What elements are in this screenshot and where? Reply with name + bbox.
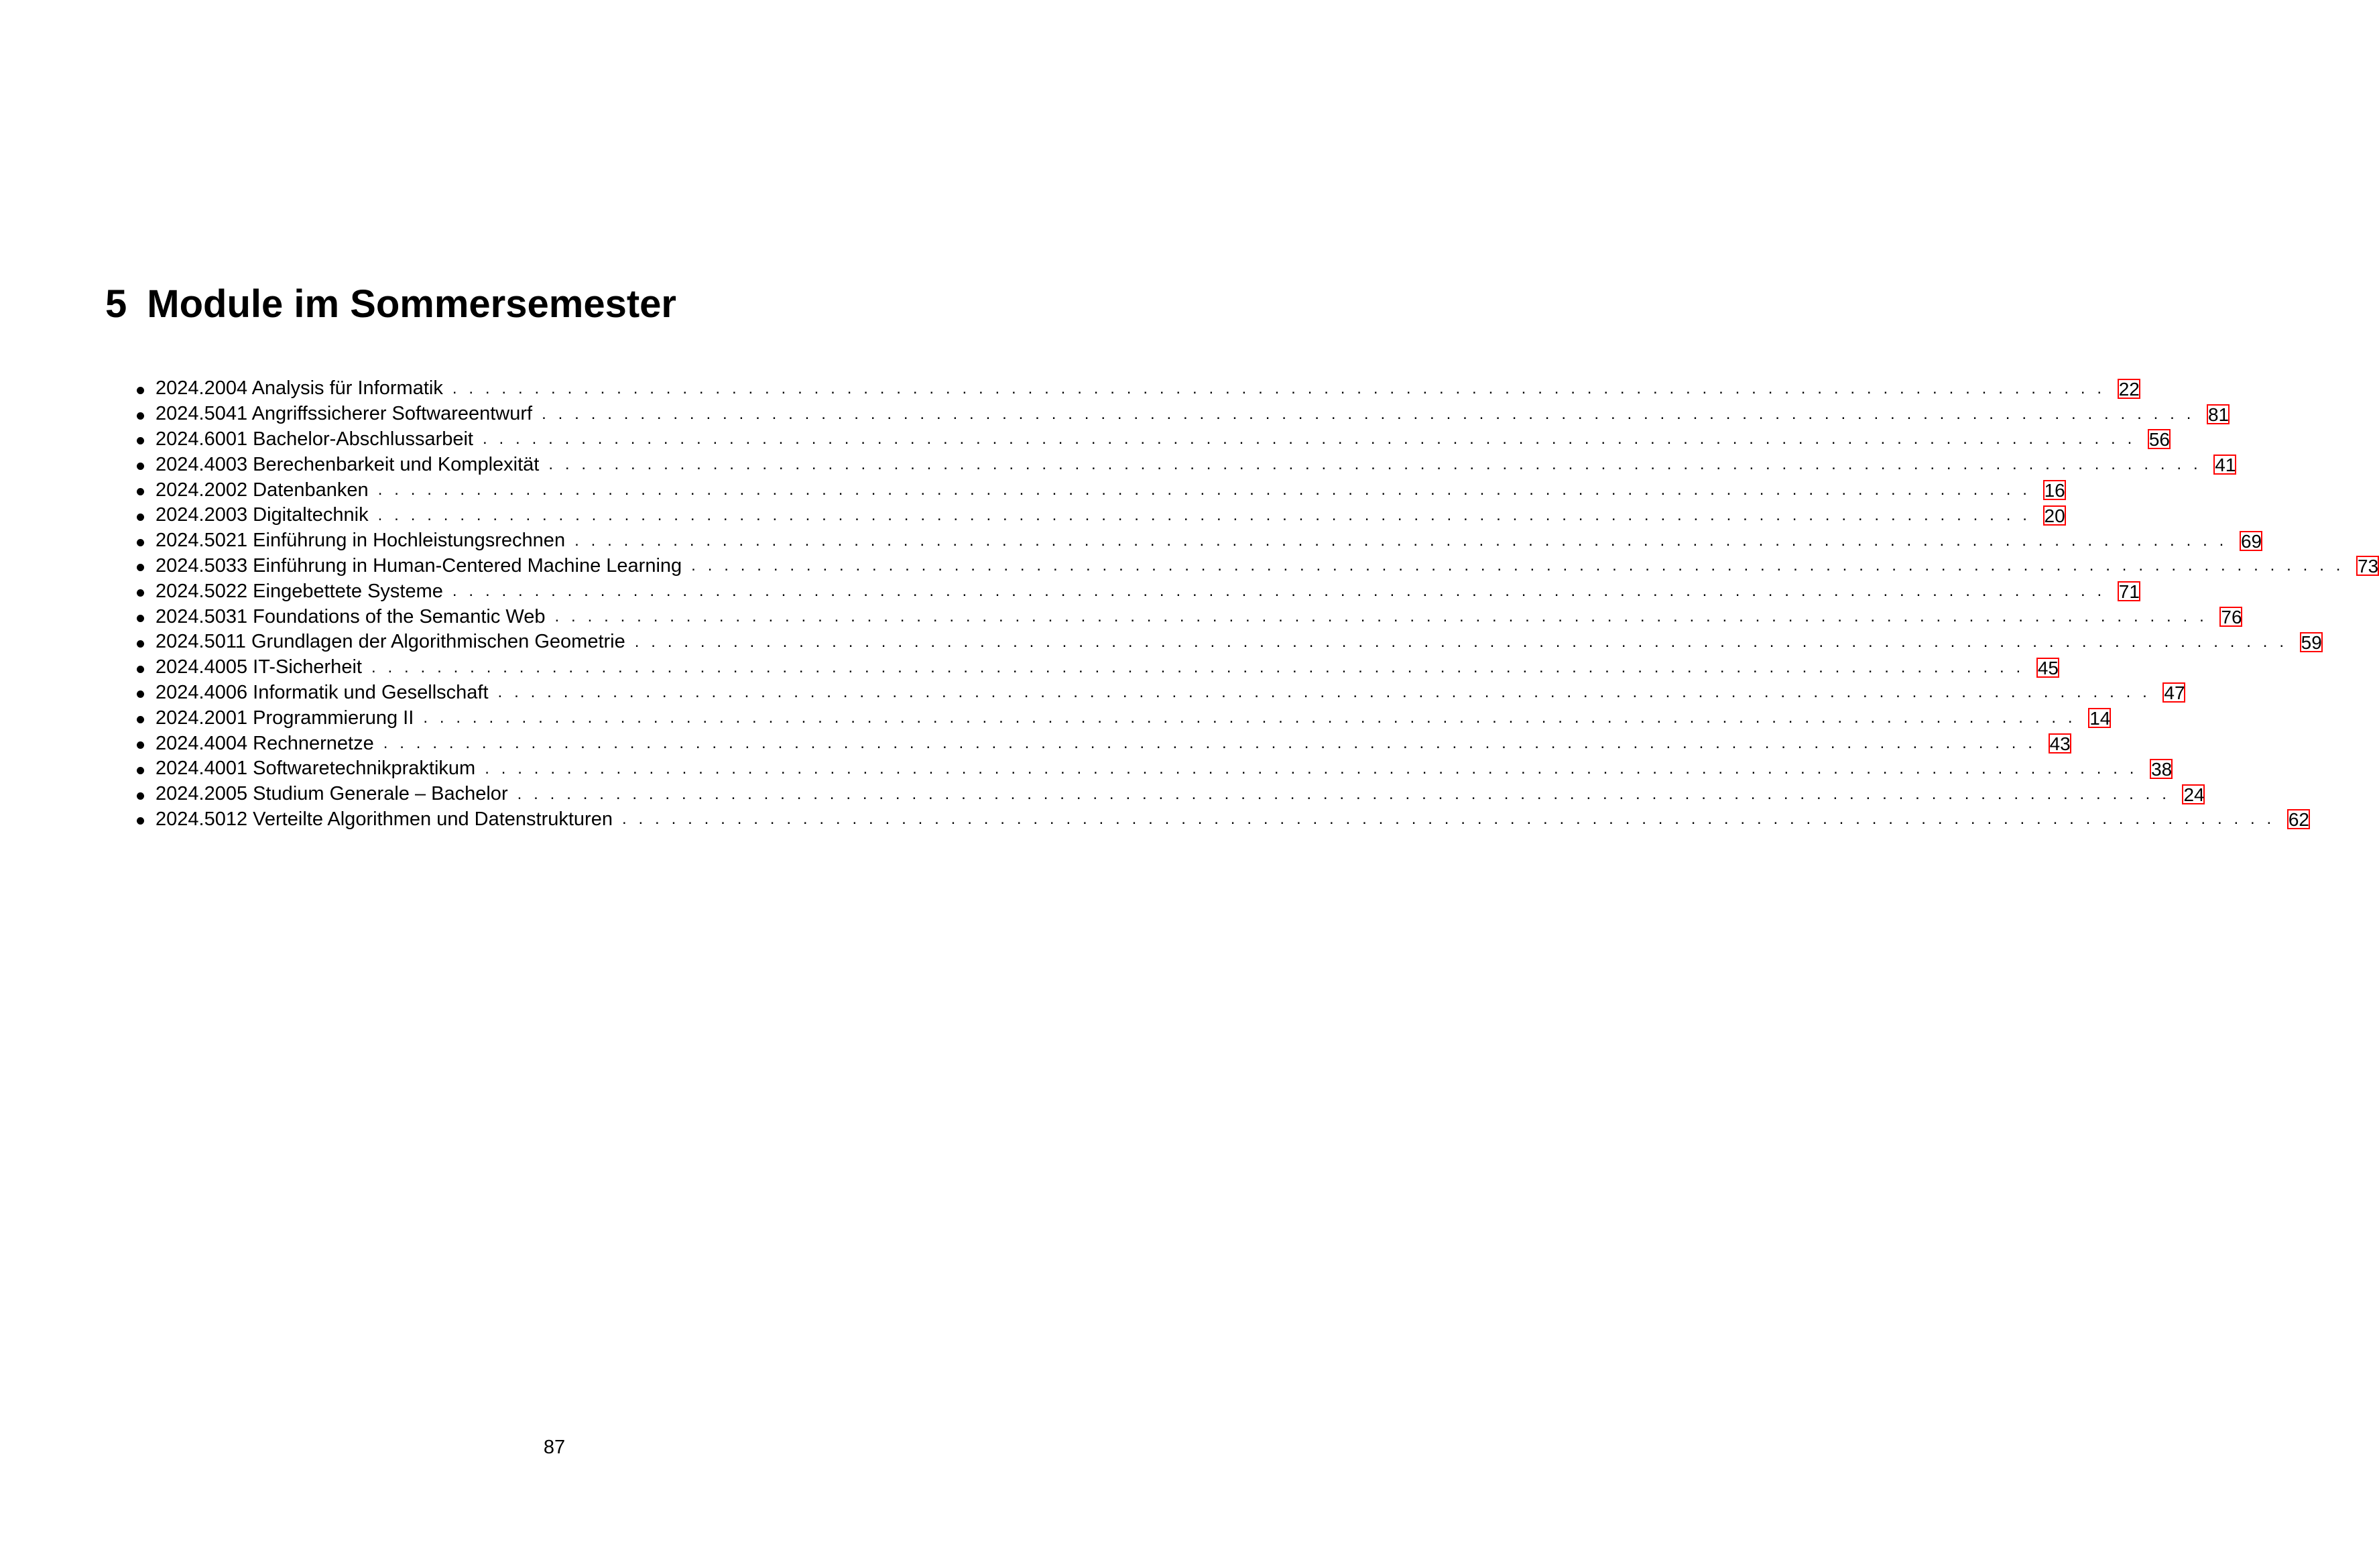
dot-leader: . . . . . . . . . . . . . . . . . . . . . . . . . . . . . . . . . . . . . . . . . . . . . . . . . . . . . . . . . . . . . . . . . . . . . . . . . . . . . . . . . . . . . . . . . . . . . . . . . . . . .: [517, 784, 2171, 803]
page-link[interactable]: 38: [2151, 758, 2173, 780]
module-title: Programmierung II: [253, 707, 414, 729]
module-entry-label: [156, 607, 546, 627]
dot-leader: . . . . . . . . . . . . . . . . . . . . . . . . . . . . . . . . . . . . . . . . . . . . . . . . . . . . . . . . . . . . . . . . . . . . . . . . . . . . . . . . . . . . . . . . . . . . . . . . . . . . .: [634, 632, 2288, 651]
list-item: [134, 554, 2379, 579]
module-title: Grundlagen der Algorithmischen Geometrie: [251, 631, 625, 653]
bullet-icon: [137, 817, 144, 825]
module-code: 2024.2005: [156, 783, 248, 805]
module-code: 2024.5041: [156, 403, 248, 425]
page-link[interactable]: 69: [2240, 530, 2262, 552]
module-code: 2024.4005: [156, 656, 248, 678]
module-title: Berechenbarkeit und Komplexität: [253, 453, 540, 475]
module-entry-label: [156, 784, 508, 804]
module-entry-label: [156, 759, 475, 778]
page-link[interactable]: 73: [2358, 556, 2379, 577]
bullet-icon: [137, 690, 144, 698]
page-link[interactable]: 47: [2164, 682, 2185, 704]
module-code: 2024.5031: [156, 605, 248, 627]
dot-leader: . . . . . . . . . . . . . . . . . . . . . . . . . . . . . . . . . . . . . . . . . . . . . . . . . . . . . . . . . . . . . . . . . . . . . . . . . . . . . . . . . . . . . . . . . . . . . . . . . . . . .: [621, 810, 2275, 829]
dot-leader: . . . . . . . . . . . . . . . . . . . . . . . . . . . . . . . . . . . . . . . . . . . . . . . . . . . . . . . . . . . . . . . . . . . . . . . . . . . . . . . . . . . . . . . . . . . . . . . . . . . . .: [377, 505, 2031, 524]
module-code: 2024.5021: [156, 530, 248, 552]
page-link[interactable]: 43: [2049, 733, 2071, 755]
module-entry-label: [156, 379, 443, 398]
module-title: Analysis für Informatik: [251, 377, 443, 400]
dot-leader: . . . . . . . . . . . . . . . . . . . . . . . . . . . . . . . . . . . . . . . . . . . . . . . . . . . . . . . . . . . . . . . . . . . . . . . . . . . . . . . . . . . . . . . . . . . . . . . . . . . . .: [485, 759, 2138, 778]
module-title: Informatik und Gesellschaft: [253, 681, 489, 703]
module-code: 2024.5022: [156, 580, 248, 602]
page-link[interactable]: 24: [2183, 784, 2205, 805]
module-entry-label: [156, 734, 374, 753]
module-list: [134, 376, 2379, 832]
list-item: [134, 655, 2059, 680]
module-title: Rechnernetze: [253, 732, 374, 754]
dot-leader: . . . . . . . . . . . . . . . . . . . . . . . . . . . . . . . . . . . . . . . . . . . . . . . . . . . . . . . . . . . . . . . . . . . . . . . . . . . . . . . . . . . . . . . . . . . . . . . . . . . . .: [554, 607, 2208, 626]
module-entry-label: [156, 531, 565, 550]
module-entry-label: [156, 505, 369, 525]
module-entry-label: [156, 810, 613, 829]
page-link[interactable]: 62: [2288, 809, 2309, 831]
bullet-icon: [137, 767, 144, 774]
list-item: [134, 528, 2262, 554]
module-entry-label: [156, 481, 369, 500]
bullet-icon: [137, 716, 144, 723]
module-code: 2024.5011: [156, 631, 246, 653]
bullet-icon: [137, 387, 144, 394]
list-item: [134, 503, 2065, 528]
module-entry-label: [156, 683, 489, 703]
page-link[interactable]: 81: [2207, 404, 2230, 425]
module-entry-label: [156, 455, 539, 475]
module-code: 2024.2002: [156, 479, 248, 501]
list-item: [134, 427, 2171, 453]
page-link[interactable]: 59: [2301, 631, 2322, 653]
page-link[interactable]: 71: [2118, 581, 2140, 603]
bullet-icon: [137, 412, 144, 420]
dot-leader: . . . . . . . . . . . . . . . . . . . . . . . . . . . . . . . . . . . . . . . . . . . . . . . . . . . . . . . . . . . . . . . . . . . . . . . . . . . . . . . . . . . . . . . . . . . . . . . . . . . . .: [452, 582, 2106, 601]
page-link[interactable]: 22: [2118, 378, 2140, 400]
module-title: Einführung in Human-Centered Machine Learning: [253, 554, 682, 577]
list-item: [134, 629, 2322, 655]
module-title: Verteilte Algorithmen und Datenstrukturen: [253, 808, 613, 830]
chapter-heading: [105, 282, 676, 326]
dot-leader: . . . . . . . . . . . . . . . . . . . . . . . . . . . . . . . . . . . . . . . . . . . . . . . . . . . . . . . . . . . . . . . . . . . . . . . . . . . . . . . . . . . . . . . . . . . . . . . . . . . . .: [423, 709, 2077, 727]
bullet-icon: [137, 539, 144, 546]
module-entry-label: [156, 632, 625, 652]
bullet-icon: [137, 437, 144, 444]
dot-leader: . . . . . . . . . . . . . . . . . . . . . . . . . . . . . . . . . . . . . . . . . . . . . . . . . . . . . . . . . . . . . . . . . . . . . . . . . . . . . . . . . . . . . . . . . . . . . . . . . . . . .: [497, 683, 2151, 702]
dot-leader: . . . . . . . . . . . . . . . . . . . . . . . . . . . . . . . . . . . . . . . . . . . . . . . . . . . . . . . . . . . . . . . . . . . . . . . . . . . . . . . . . . . . . . . . . . . . . . . . . . . . .: [377, 481, 2031, 499]
module-title: IT-Sicherheit: [253, 656, 362, 678]
chapter-title: Module im Sommersemester: [147, 282, 676, 326]
dot-leader: . . . . . . . . . . . . . . . . . . . . . . . . . . . . . . . . . . . . . . . . . . . . . . . . . . . . . . . . . . . . . . . . . . . . . . . . . . . . . . . . . . . . . . . . . . . . . . . . . . . . .: [452, 379, 2106, 398]
bullet-icon: [137, 589, 144, 597]
page-link[interactable]: 14: [2089, 708, 2111, 729]
list-item: [134, 807, 2309, 833]
module-title: Foundations of the Semantic Web: [253, 605, 546, 627]
list-item: [134, 452, 2236, 477]
module-entry-label: [156, 658, 362, 677]
module-entry-label: [156, 709, 414, 728]
list-item: [134, 705, 2111, 731]
page-link[interactable]: 16: [2044, 480, 2065, 501]
module-title: Eingebettete Systeme: [253, 580, 443, 602]
bullet-icon: [137, 741, 144, 749]
list-item: [134, 680, 2185, 706]
module-entry-label: [156, 430, 473, 449]
bullet-icon: [137, 615, 144, 622]
dot-leader: . . . . . . . . . . . . . . . . . . . . . . . . . . . . . . . . . . . . . . . . . . . . . . . . . . . . . . . . . . . . . . . . . . . . . . . . . . . . . . . . . . . . . . . . . . . . . . . . . . . . .: [371, 658, 2024, 676]
dot-leader: . . . . . . . . . . . . . . . . . . . . . . . . . . . . . . . . . . . . . . . . . . . . . . . . . . . . . . . . . . . . . . . . . . . . . . . . . . . . . . . . . . . . . . . . . . . . . . . . . . . . .: [383, 734, 2036, 753]
page-link[interactable]: 20: [2044, 505, 2065, 526]
dot-leader: . . . . . . . . . . . . . . . . . . . . . . . . . . . . . . . . . . . . . . . . . . . . . . . . . . . . . . . . . . . . . . . . . . . . . . . . . . . . . . . . . . . . . . . . . . . . . . . . . . . . .: [691, 556, 2345, 575]
dot-leader: . . . . . . . . . . . . . . . . . . . . . . . . . . . . . . . . . . . . . . . . . . . . . . . . . . . . . . . . . . . . . . . . . . . . . . . . . . . . . . . . . . . . . . . . . . . . . . . . . . . . .: [542, 404, 2195, 423]
module-title: Angriffssicherer Softwareentwurf: [251, 403, 533, 425]
module-code: 2024.2004: [156, 377, 248, 400]
dot-leader: . . . . . . . . . . . . . . . . . . . . . . . . . . . . . . . . . . . . . . . . . . . . . . . . . . . . . . . . . . . . . . . . . . . . . . . . . . . . . . . . . . . . . . . . . . . . . . . . . . . . .: [548, 455, 2202, 474]
module-title: Studium Generale – Bachelor: [253, 783, 508, 805]
module-title: Softwaretechnikpraktikum: [253, 758, 476, 780]
list-item: [134, 402, 2230, 427]
module-code: 2024.5012: [156, 808, 248, 830]
dot-leader: . . . . . . . . . . . . . . . . . . . . . . . . . . . . . . . . . . . . . . . . . . . . . . . . . . . . . . . . . . . . . . . . . . . . . . . . . . . . . . . . . . . . . . . . . . . . . . . . . . . . .: [482, 430, 2136, 448]
list-item: [134, 756, 2173, 782]
list-item: [134, 579, 2140, 604]
list-item: [134, 477, 2065, 503]
chapter-number: 5: [105, 282, 127, 326]
module-entry-label: [156, 582, 443, 601]
dot-leader: . . . . . . . . . . . . . . . . . . . . . . . . . . . . . . . . . . . . . . . . . . . . . . . . . . . . . . . . . . . . . . . . . . . . . . . . . . . . . . . . . . . . . . . . . . . . . . . . . . . . .: [574, 531, 2228, 550]
module-code: 2024.2003: [156, 504, 248, 526]
module-code: 2024.4003: [156, 453, 248, 475]
list-item: [134, 731, 2071, 756]
page-link[interactable]: 76: [2221, 607, 2242, 628]
module-title: Bachelor-Abschlussarbeit: [253, 428, 473, 450]
module-title: Einführung in Hochleistungsrechnen: [253, 530, 566, 552]
page-number: 87: [543, 1437, 566, 1458]
page-link[interactable]: 56: [2148, 429, 2171, 450]
module-code: 2024.5033: [156, 554, 248, 577]
module-code: 2024.6001: [156, 428, 248, 450]
page-link[interactable]: 45: [2037, 657, 2059, 678]
module-entry-label: [156, 404, 532, 424]
bullet-icon: [137, 792, 144, 800]
bullet-icon: [137, 463, 144, 470]
module-entry-label: [156, 556, 682, 576]
list-item: [134, 782, 2205, 807]
list-item: [134, 376, 2140, 402]
page-link[interactable]: 41: [2215, 455, 2236, 476]
module-title: Digitaltechnik: [253, 504, 369, 526]
module-code: 2024.4004: [156, 732, 248, 754]
bullet-icon: [137, 488, 144, 495]
bullet-icon: [137, 640, 144, 648]
module-code: 2024.2001: [156, 707, 248, 729]
bullet-icon: [137, 564, 144, 571]
module-code: 2024.4001: [156, 758, 248, 780]
bullet-icon: [137, 666, 144, 673]
module-title: Datenbanken: [253, 479, 369, 501]
list-item: [134, 604, 2242, 629]
bullet-icon: [137, 514, 144, 521]
module-code: 2024.4006: [156, 681, 248, 703]
